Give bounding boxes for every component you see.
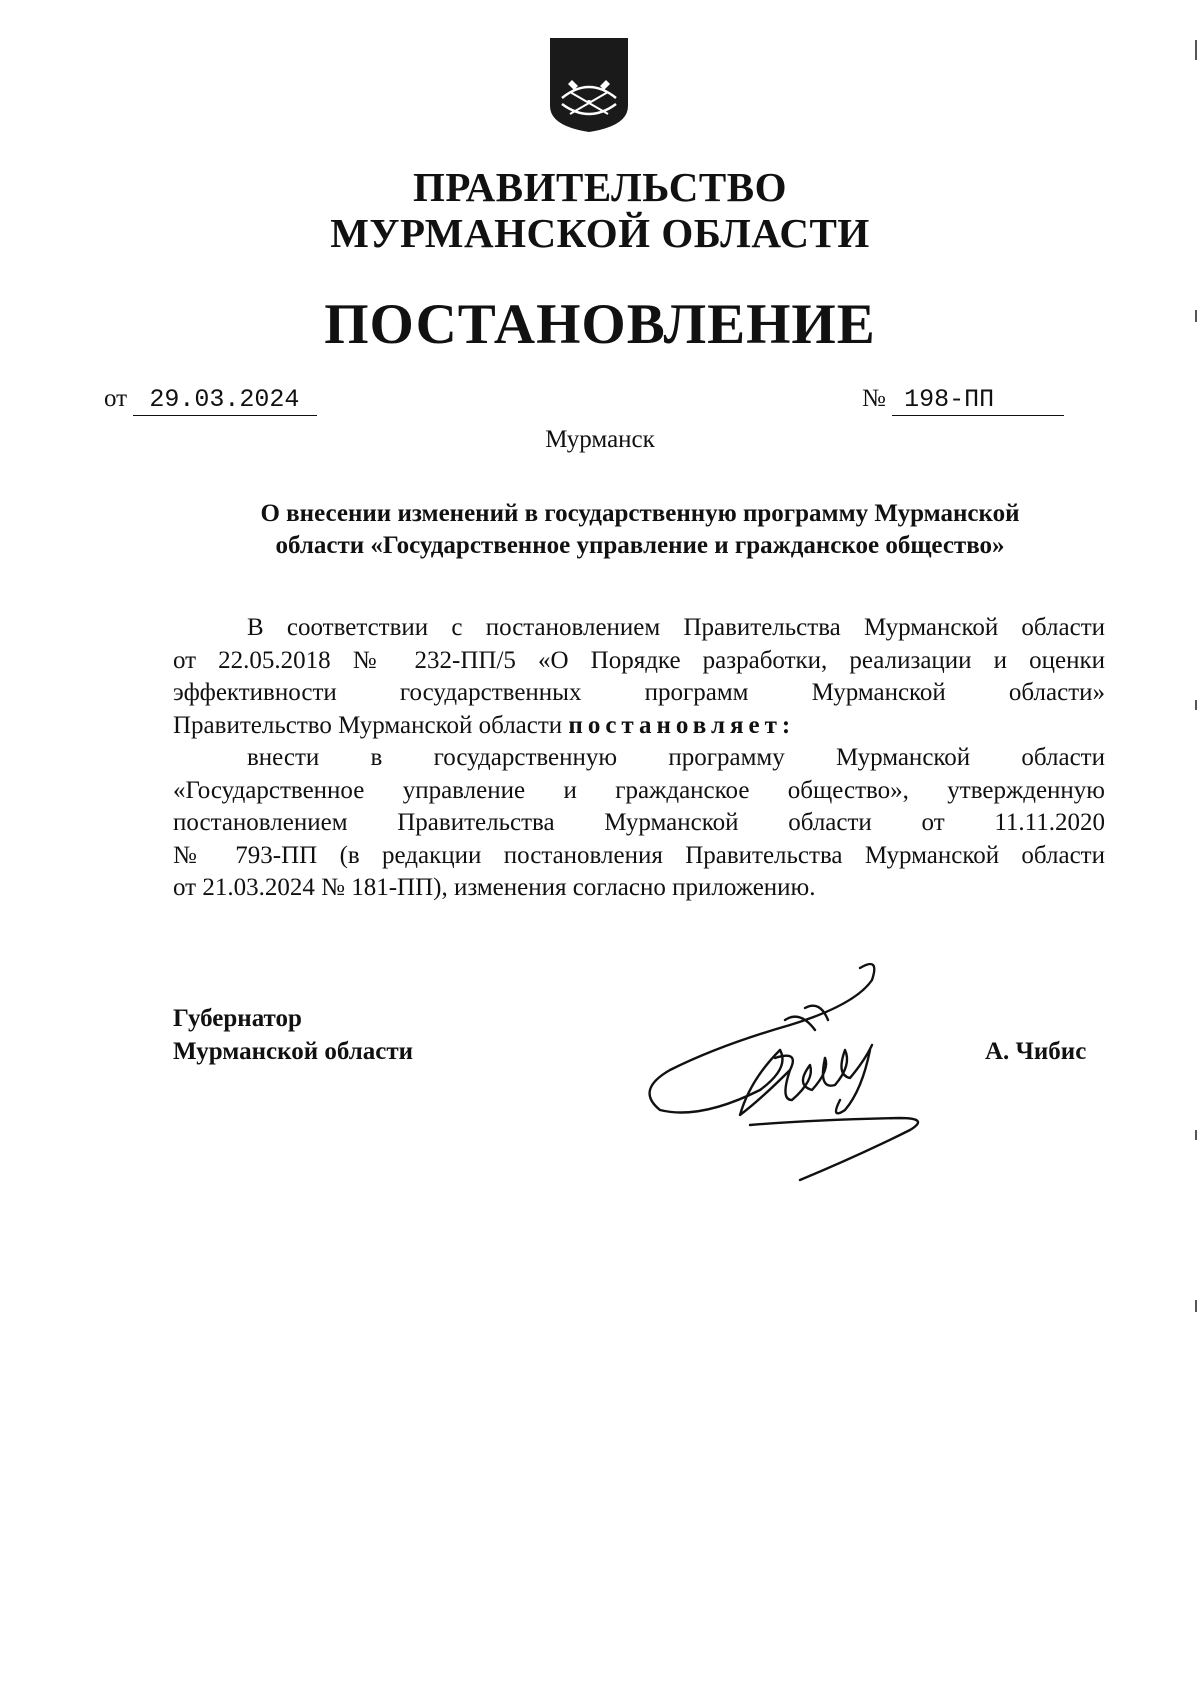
body-text: Правительство Мурманской области — [173, 711, 563, 739]
document-number — [862, 384, 1064, 416]
body-line: от 22.05.2018 № 232-ПП/5 «О Порядке разработки, реализации и оценки — [173, 646, 1105, 674]
signatory-name: А. Чибис — [985, 1038, 1087, 1065]
body-line: постановлением Правительства Мурманской области от 11.11.2020 — [173, 809, 1105, 836]
resolution-word: постановляет: — [568, 711, 796, 739]
body-line: «Государственное управление и гражданское общество», утвержденную — [173, 776, 1105, 804]
handwritten-signature — [640, 950, 970, 1190]
org-name-line1: ПРАВИТЕЛЬСТВО — [412, 164, 788, 210]
body-line: внести в государственную программу Мурманской области — [247, 744, 1105, 771]
document-body — [173, 612, 1105, 905]
city: Мурманск — [545, 426, 655, 453]
number-value: 198-ПП — [892, 385, 1064, 416]
body-line: эффективности государственных программ Мурманской области» — [173, 679, 1105, 706]
document-title — [190, 498, 1090, 562]
date-value: 29.03.2024 — [133, 385, 317, 416]
org-name-line2: МУРМАНСКОЙ ОБЛАСТИ — [330, 210, 870, 256]
position-line: Губернатор — [173, 1005, 302, 1032]
coat-of-arms-icon — [548, 36, 630, 134]
body-line: от 21.03.2024 № 181-ПП), изменения согласно приложению. — [173, 874, 816, 901]
title-line: области «Государственное управление и гражданское общество» — [275, 532, 1005, 559]
signatory-position — [173, 1002, 413, 1068]
scan-edge-marks — [1192, 0, 1200, 1688]
position-line: Мурманской области — [173, 1038, 414, 1065]
date-prefix: от — [104, 385, 128, 412]
title-line: О внесении изменений в государственную программу Мурманской — [260, 500, 1020, 527]
number-prefix: № — [862, 385, 886, 412]
document-date — [104, 384, 317, 416]
body-line: В соответствии с постановлением Правительства Мурманской области — [247, 614, 1105, 641]
document-type: ПОСТАНОВЛЕНИЕ — [324, 293, 876, 356]
body-line — [173, 710, 1105, 743]
body-line: № 793-ПП (в редакции постановления Правительства Мурманской области — [173, 841, 1105, 869]
